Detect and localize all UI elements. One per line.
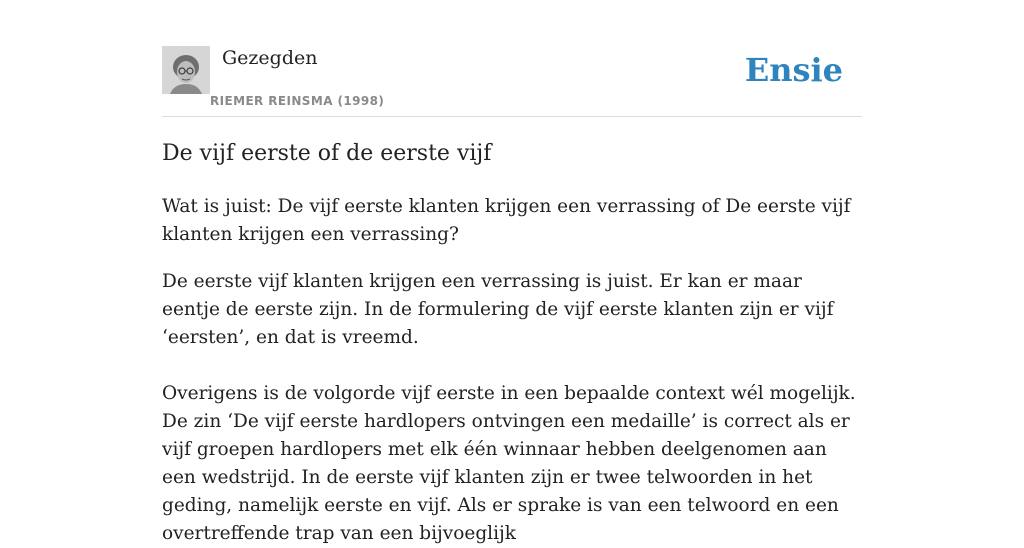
author-avatar[interactable] [162, 46, 210, 94]
article [162, 138, 862, 548]
article-paragraph-explanation: Overigens is de volgorde vijf eerste in een bepaalde context wél mogelijk. De zin ‘De vijf eerste hardlopers ontvingen een medaille’ is correct als er vijf groepen hardlopers met elk één winnaar hebben deelgenomen aan een wedstrijd. In de eerste vijf klanten zijn er twee telwoorden in het geding, namelijk eerste en vijf. Als er sprake is van een telwoord en een overtreffende trap van een bijvoeglijk [162, 383, 856, 544]
article-paragraph-question: Wat is juist: De vijf eerste klanten krijgen een verrassing of De eerste vijf klanten krijgen een verrassing? [162, 196, 851, 245]
ensie-logo[interactable]: Ensie [744, 51, 843, 89]
article-paragraph-answer: De eerste vijf klanten krijgen een verrassing is juist. Er kan er maar eentje de eerste zijn. In de formulering de vijf eerste klanten zijn er vijf ‘eersten’, en dat is vreemd. [162, 271, 834, 348]
page-header [162, 46, 862, 117]
collection-name[interactable]: Gezegden [222, 47, 318, 69]
article-title: De vijf eerste of de eerste vijf [162, 141, 492, 166]
author-portrait-icon [162, 46, 210, 94]
author-attribution[interactable]: RIEMER REINSMA (1998) [210, 94, 385, 108]
